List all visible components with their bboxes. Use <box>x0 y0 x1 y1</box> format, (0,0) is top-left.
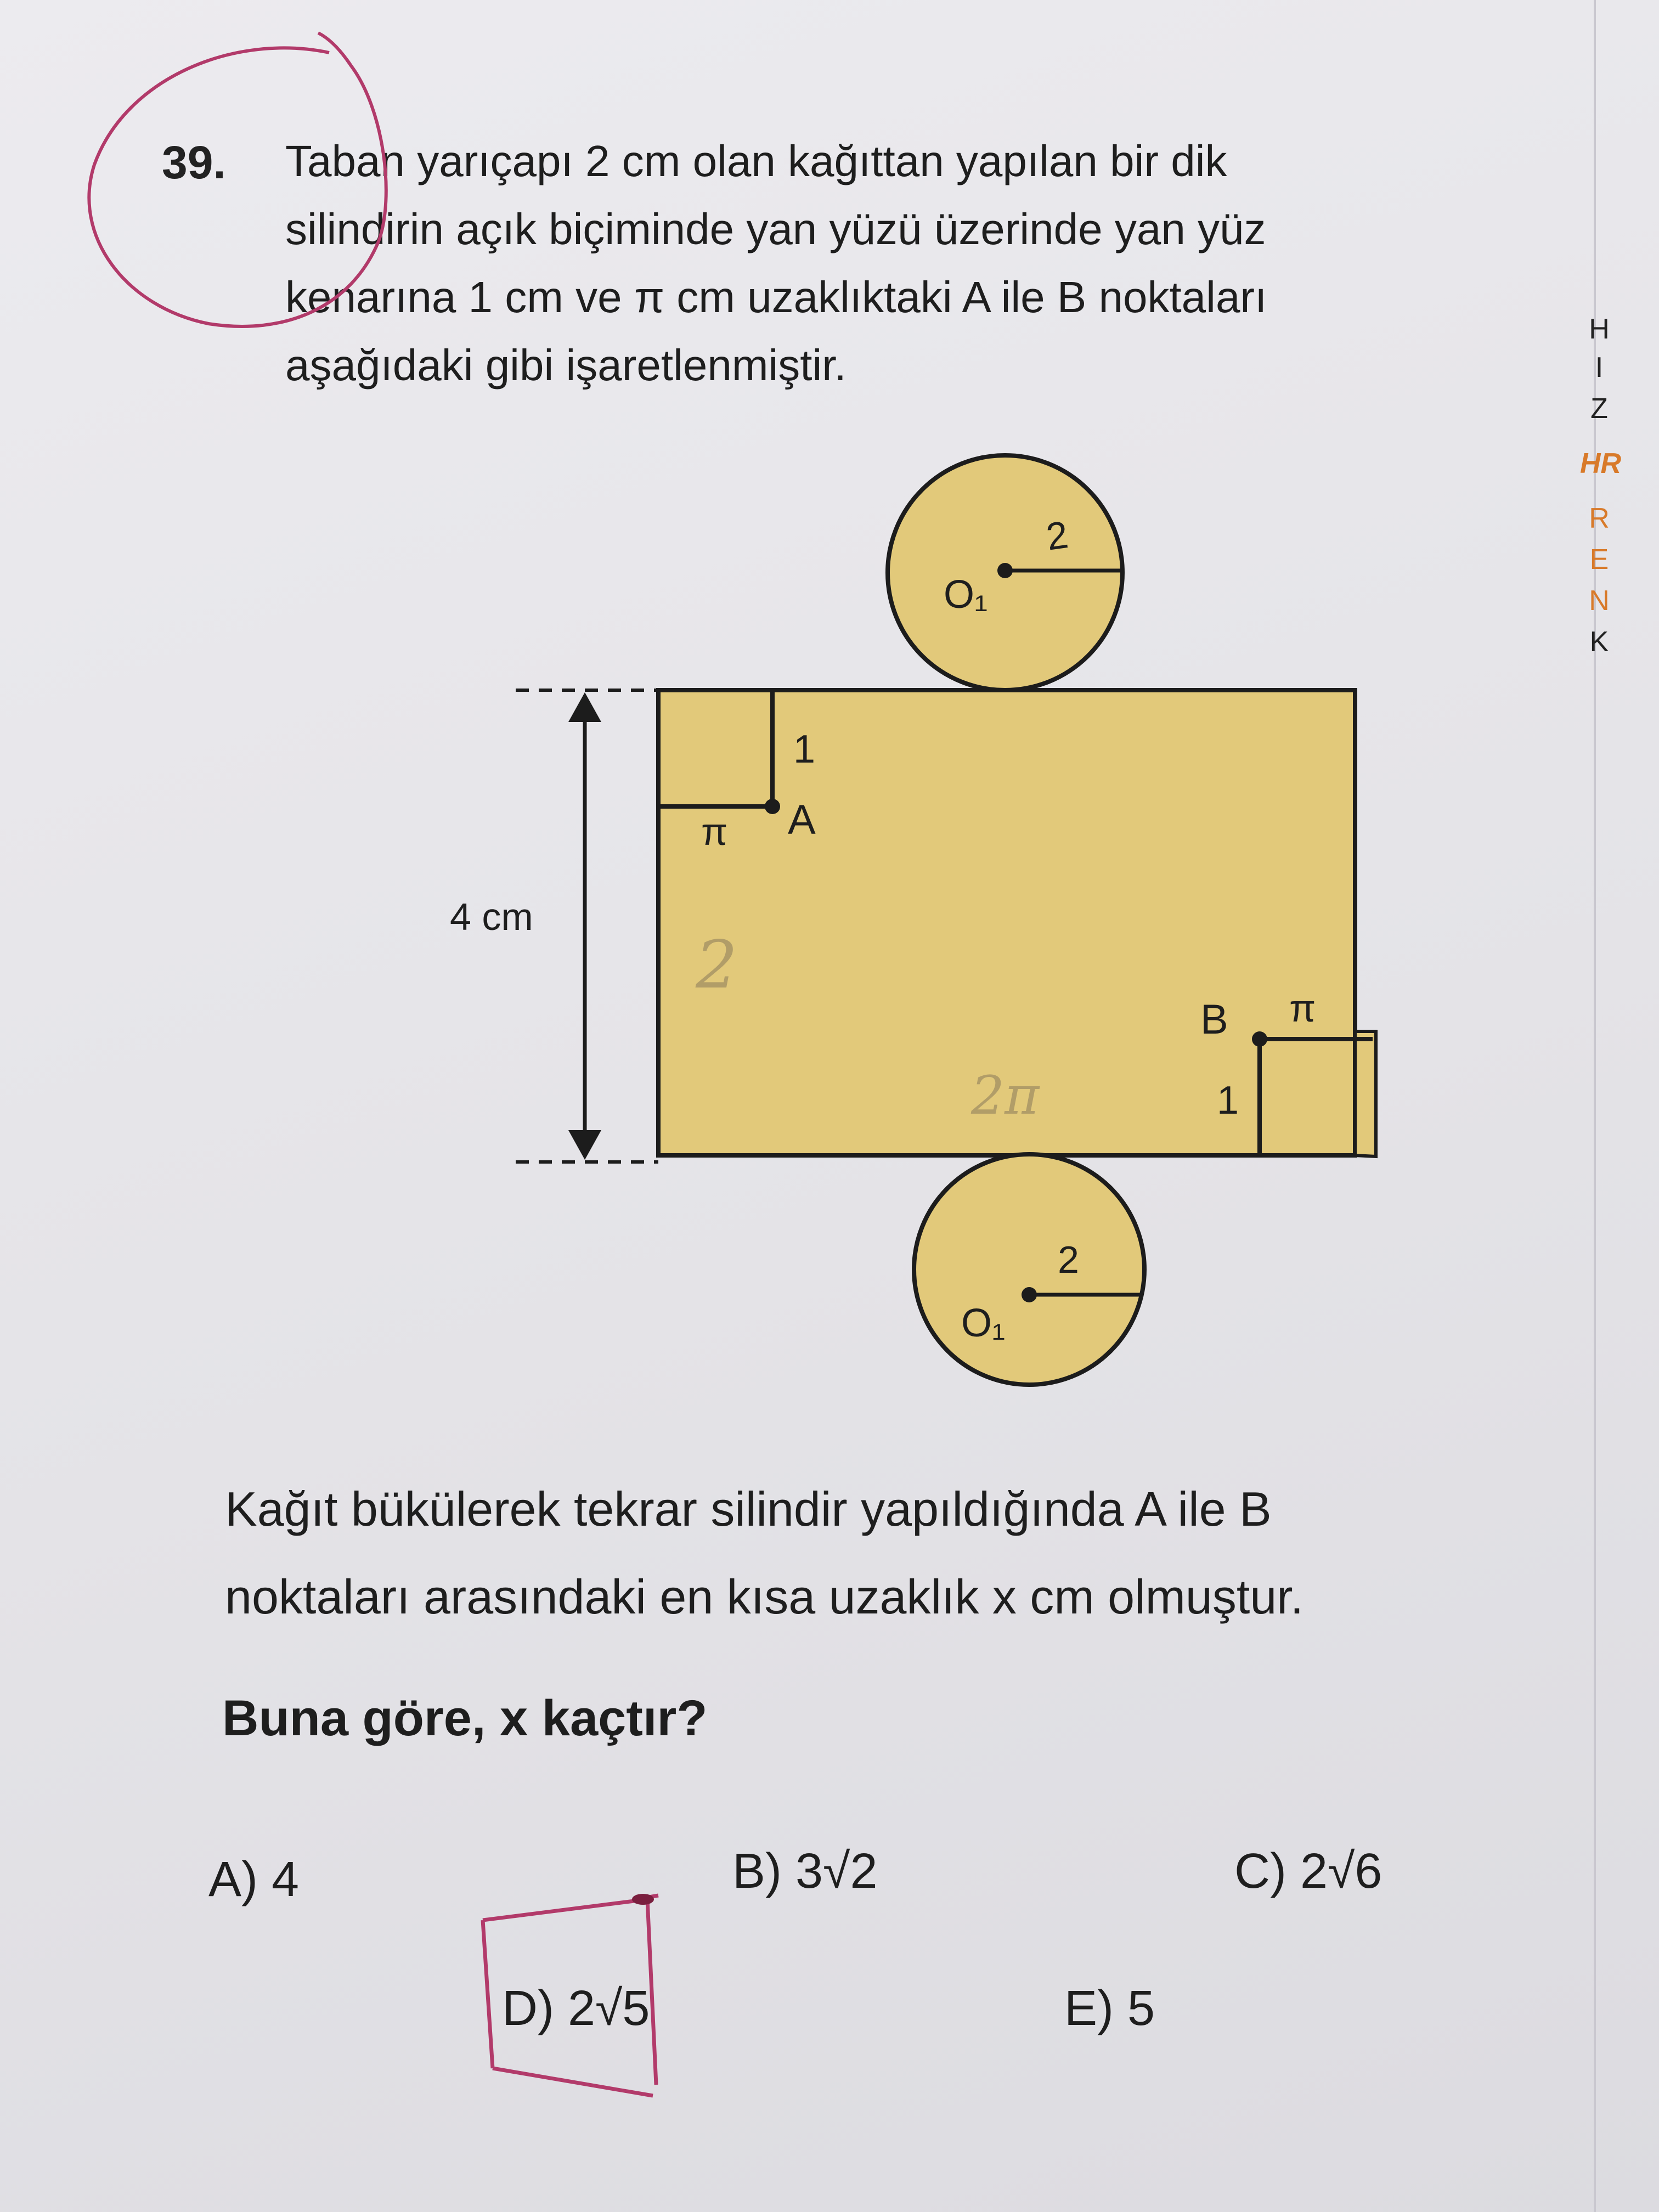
bottom-center-dot <box>1022 1287 1037 1302</box>
brand-letter-h: H <box>1589 313 1610 345</box>
point-a-horizontal-label: π <box>701 810 728 853</box>
question-number: 39. <box>162 137 226 188</box>
question-bottom-line-1: Kağıt bükülerek tekrar silindir yapıldığında A ile B <box>225 1482 1272 1536</box>
pen-circle-mark <box>89 33 386 326</box>
brand-logo: HR <box>1580 448 1622 479</box>
choice-c[interactable]: C) 2√6 <box>1234 1844 1383 1899</box>
question-line-3: kenarına 1 cm ve π cm uzaklıktaki A ile B noktaları <box>285 273 1267 321</box>
handwritten-width-mark: 2π <box>971 1065 1040 1126</box>
choice-b[interactable]: B) 3√2 <box>732 1844 878 1899</box>
handwritten-side-mark: 2 <box>696 927 738 1003</box>
brand-letter-e: E <box>1589 544 1609 575</box>
brand-letter-i: I <box>1595 352 1604 383</box>
point-a-dot <box>765 799 780 814</box>
question-line-4: aşağıdaki gibi işaretlenmiştir. <box>285 341 847 390</box>
point-b-dot <box>1252 1031 1267 1047</box>
question-line-2: silindirin açık biçiminde yan yüzü üzerinde yan yüz <box>285 205 1266 253</box>
point-b-horizontal-label: π <box>1289 987 1316 1030</box>
question-line-1: Taban yarıçapı 2 cm olan kağıttan yapılan bir dik <box>285 137 1227 185</box>
pen-dot <box>632 1894 654 1905</box>
lateral-surface-edge <box>1355 1031 1376 1156</box>
question-bottom-line-2: noktaları arasındaki en kısa uzaklık x cm olmuştur. <box>225 1570 1304 1624</box>
point-b-vertical-label: 1 <box>1217 1079 1239 1122</box>
brand-letter-z: Z <box>1590 393 1608 425</box>
bottom-base-circle <box>914 1154 1144 1385</box>
point-b-label: B <box>1200 996 1228 1043</box>
bottom-center-label: O₁ <box>961 1301 1006 1345</box>
choice-a[interactable]: A) 4 <box>208 1852 300 1907</box>
question-ask: Buna göre, x kaçtır? <box>222 1690 708 1746</box>
height-label: 4 cm <box>450 895 533 938</box>
point-a-label: A <box>788 797 816 843</box>
brand-letter-r: R <box>1589 503 1610 534</box>
brand-letter-n: N <box>1589 585 1610 617</box>
brand-letter-k: K <box>1589 626 1609 658</box>
point-a-vertical-label: 1 <box>793 727 816 771</box>
choice-d[interactable]: D) 2√5 <box>502 1981 650 2036</box>
height-arrow-head-bottom <box>568 1130 601 1160</box>
top-radius-label: 2 <box>1043 513 1071 558</box>
bottom-radius-label: 2 <box>1058 1238 1079 1281</box>
top-center-label: O₁ <box>944 573 988 617</box>
top-center-dot <box>997 563 1013 578</box>
height-arrow-head-top <box>568 692 601 722</box>
choice-e[interactable]: E) 5 <box>1064 1981 1155 2036</box>
